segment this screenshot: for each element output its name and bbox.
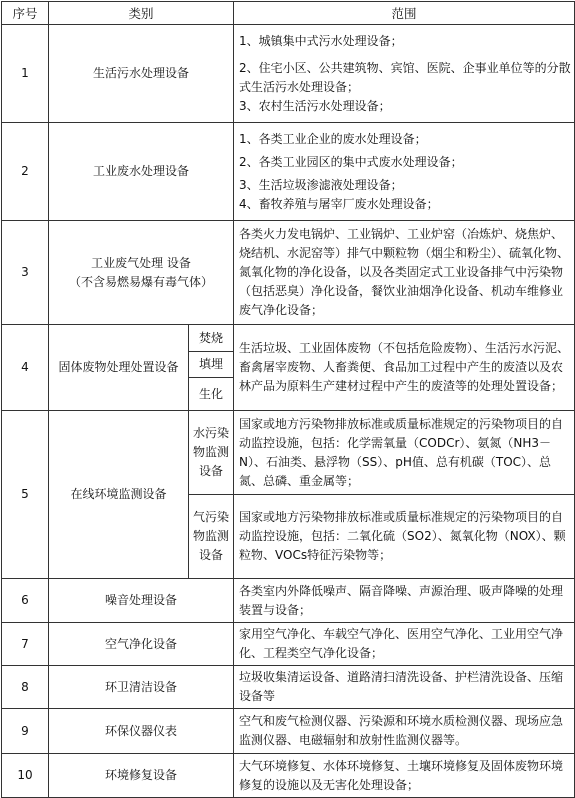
table-row [2,623,575,666]
row-number: 10 [2,754,49,798]
scope-item: 2、住宅小区、公共建筑物、宾馆、医院、企事业单位等的分散式生活污水处理设备； [239,60,571,94]
table-row [2,754,575,798]
category-scope-table [1,1,575,798]
row-number: 9 [2,709,49,754]
row-category: 固体废物处理处置设备 [49,325,189,411]
table-row [2,411,575,495]
row-category: 工业废水处理设备 [49,123,234,221]
header-scope: 范围 [234,2,575,25]
row-scope: 各类火力发电锅炉、工业锅炉、工业炉窑（冶炼炉、烧焦炉、烧结机、水泥窑等）排气中颗粒物（烟尘和粉尘）、硫氧化物、氮氧化物的净化设备，以及各类固定式工业设备排气中污染物（包括恶臭）净化设备，餐饮业油烟净化设备、机动车维修业废气净化设备； [234,221,575,325]
sub-category-biochemical: 生化 [189,378,234,411]
row-scope: 生活垃圾、工业固体废物（不包括危险废物）、生活污水污泥、畜禽屠宰废物、人畜粪便、食品加工过程中产生的废渣以及农林产品为原料生产建材过程中产生的废渣等的处理处置设备； [234,325,575,411]
sub-category-landfill: 填埋 [189,352,234,378]
row-scope: 国家或地方污染物排放标准或质量标准规定的污染物项目的自动监控设施，包括：化学需氧量（CODCr）、氨氮（NH3－N）、石油类、悬浮物（SS）、pH值、总有机碳（TOC）、总氮、总磷、重金属等； [234,411,575,495]
table-row [2,123,575,221]
row-category [49,221,234,325]
category-label: 工业废气处理 设备 [91,255,191,270]
table-row [2,709,575,754]
scope-item: 1、城镇集中式污水处理设备； [239,33,403,48]
row-number: 2 [2,123,49,221]
row-scope: 国家或地方污染物排放标准或质量标准规定的污染物项目的自动监控设施，包括：二氧化硫（SO2）、氮氧化物（NOX）、颗粒物、VOCs特征污染物等； [234,495,575,579]
row-scope: 家用空气净化、车载空气净化、医用空气净化、工业用空气净化、工程类空气净化设备； [234,623,575,666]
scope-item: 1、各类工业企业的废水处理设备； [239,131,427,146]
table-row [2,325,575,352]
row-category: 环保仪器仪表 [49,709,234,754]
row-number: 6 [2,579,49,623]
row-scope: 垃圾收集清运设备、道路清扫清洗设备、护栏清洗设备、压缩设备等 [234,666,575,709]
row-category: 在线环境监测设备 [49,411,189,579]
header-category: 类别 [49,2,234,25]
row-scope: 大气环境修复、水体环境修复、土壤环境修复及固体废物环境修复的设施以及无害化处理设备； [234,754,575,798]
scope-item: 3、农村生活污水处理设备； [239,98,391,113]
row-scope: 空气和废气检测仪器、污染源和环境水质检测仪器、现场应急监测仪器、电磁辐射和放射性监测仪器等。 [234,709,575,754]
row-scope [234,123,575,221]
category-note: （不含易燃易爆有毒气体） [69,274,214,289]
row-category: 环境修复设备 [49,754,234,798]
sub-category-water: 水污染物监测设备 [189,411,234,495]
row-number: 4 [2,325,49,411]
scope-item: 2、各类工业园区的集中式废水处理设备； [239,154,463,169]
table-row [2,221,575,325]
row-category: 环卫清洁设备 [49,666,234,709]
sub-category-incineration: 焚烧 [189,325,234,352]
scope-item: 3、生活垃圾渗滤液处理设备； [239,177,403,192]
sub-category-air: 气污染物监测设备 [189,495,234,579]
row-category: 生活污水处理设备 [49,25,234,123]
table-row [2,579,575,623]
row-category: 空气净化设备 [49,623,234,666]
row-number: 3 [2,221,49,325]
row-category: 噪音处理设备 [49,579,234,623]
table-header-row [2,2,575,25]
table-row [2,666,575,709]
row-number: 5 [2,411,49,579]
row-number: 8 [2,666,49,709]
row-number: 1 [2,25,49,123]
row-number: 7 [2,623,49,666]
row-scope: 各类室内外降低噪声、隔音降噪、声源治理、吸声降噪的处理装置与设备； [234,579,575,623]
header-no: 序号 [2,2,49,25]
scope-item: 4、畜牧养殖与屠宰厂废水处理设备； [239,196,439,211]
table-row [2,25,575,123]
row-scope [234,25,575,123]
